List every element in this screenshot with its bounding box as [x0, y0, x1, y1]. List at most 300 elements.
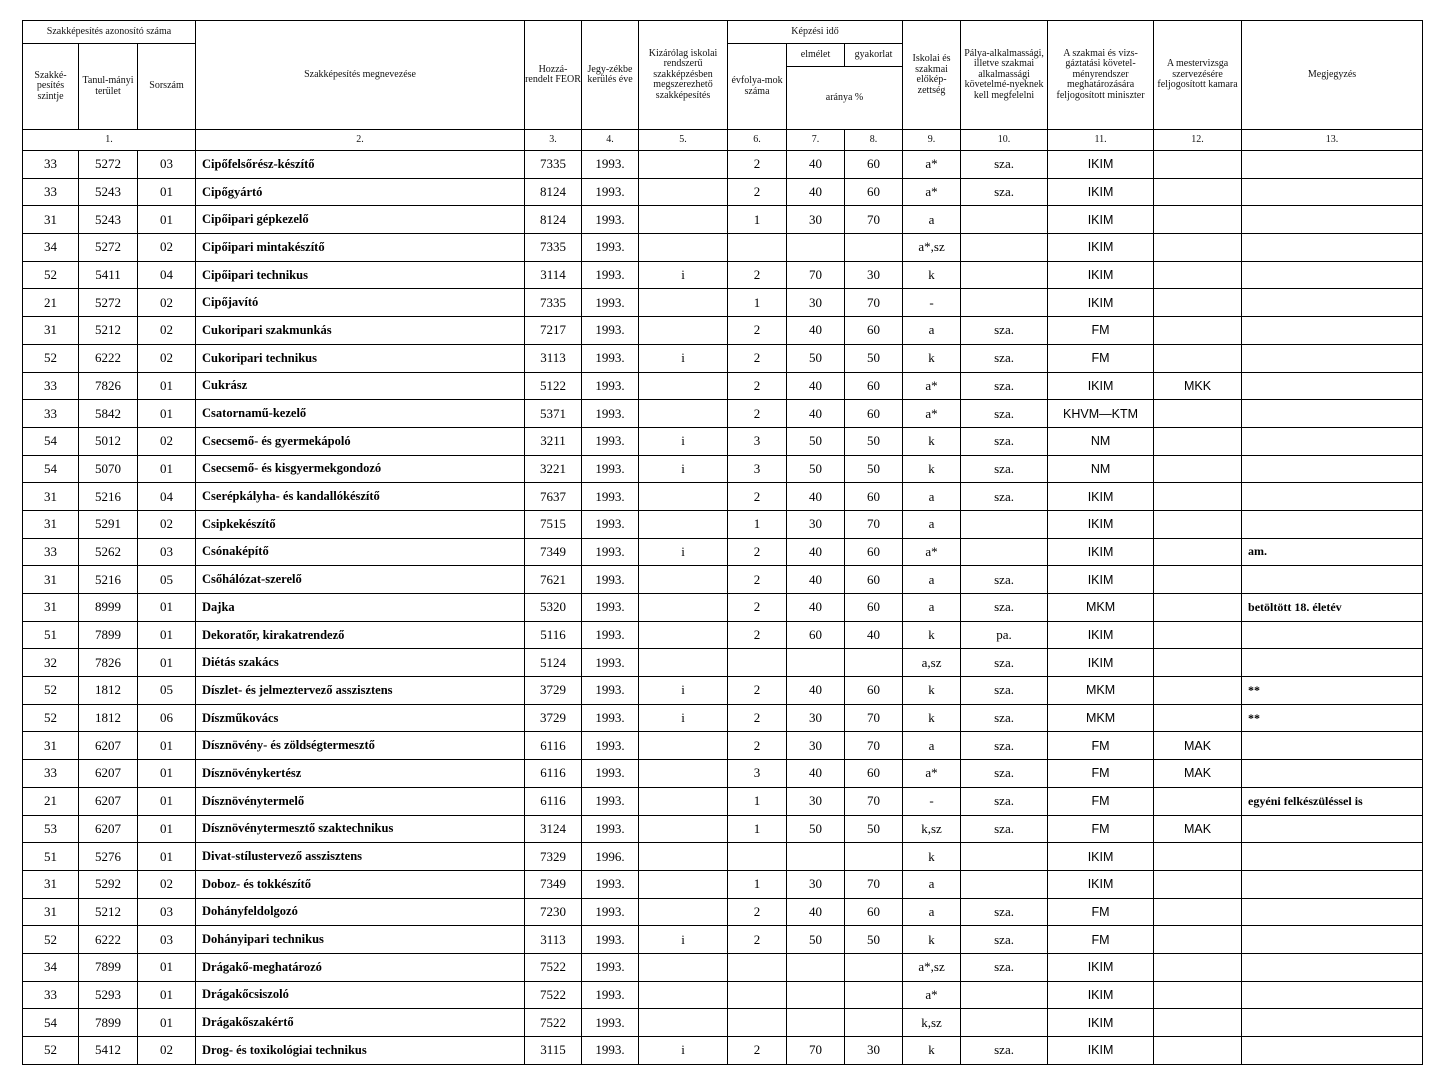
name-cell: Dísznövénytermesztő szaktechnikus: [196, 815, 525, 843]
name-cell: Dohányfeldolgozó: [196, 898, 525, 926]
year-cell: 1993.: [582, 344, 639, 372]
header-ratio: aránya %: [787, 67, 903, 130]
years-count-cell: 1: [728, 815, 787, 843]
year-cell: 1993.: [582, 261, 639, 289]
school-only-cell: [639, 787, 728, 815]
col-number: 12.: [1154, 130, 1242, 151]
area-cell: 8999: [79, 594, 138, 622]
ministry-cell: IKIM: [1048, 261, 1154, 289]
level-cell: 33: [23, 538, 79, 566]
serial-cell: 05: [138, 566, 196, 594]
theory-cell: 50: [787, 344, 845, 372]
years-count-cell: 2: [728, 261, 787, 289]
feor-cell: 3113: [525, 344, 582, 372]
ministry-cell: FM: [1048, 760, 1154, 788]
prereq-cell: a*: [903, 538, 961, 566]
name-cell: Doboz- és tokkészítő: [196, 870, 525, 898]
practice-cell: 60: [845, 677, 903, 705]
chamber-cell: [1154, 510, 1242, 538]
level-cell: 54: [23, 455, 79, 483]
serial-cell: 01: [138, 981, 196, 1009]
feor-cell: 7349: [525, 870, 582, 898]
school-only-cell: [639, 234, 728, 262]
ministry-cell: NM: [1048, 427, 1154, 455]
serial-cell: 01: [138, 953, 196, 981]
prereq-cell: k: [903, 1037, 961, 1065]
practice-cell: 70: [845, 289, 903, 317]
practice-cell: 50: [845, 926, 903, 954]
note-cell: **: [1242, 704, 1423, 732]
serial-cell: 03: [138, 151, 196, 179]
table-row: [23, 621, 1423, 649]
prereq-cell: a,sz: [903, 649, 961, 677]
aptitude-cell: sza.: [961, 677, 1048, 705]
ministry-cell: FM: [1048, 344, 1154, 372]
chamber-cell: [1154, 178, 1242, 206]
feor-cell: 5116: [525, 621, 582, 649]
school-only-cell: [639, 510, 728, 538]
level-cell: 31: [23, 870, 79, 898]
note-cell: [1242, 898, 1423, 926]
theory-cell: 50: [787, 427, 845, 455]
prereq-cell: a*: [903, 151, 961, 179]
feor-cell: 7349: [525, 538, 582, 566]
serial-cell: 03: [138, 926, 196, 954]
table-row: [23, 344, 1423, 372]
chamber-cell: [1154, 704, 1242, 732]
note-cell: [1242, 981, 1423, 1009]
header-prereq: Iskolai és szakmai előkép-zettség: [903, 21, 961, 130]
note-cell: [1242, 400, 1423, 428]
feor-cell: 7230: [525, 898, 582, 926]
name-cell: Drágakőszakértő: [196, 1009, 525, 1037]
years-count-cell: 2: [728, 400, 787, 428]
year-cell: 1993.: [582, 649, 639, 677]
theory-cell: 40: [787, 400, 845, 428]
chamber-cell: [1154, 317, 1242, 345]
practice-cell: 50: [845, 427, 903, 455]
practice-cell: 50: [845, 344, 903, 372]
chamber-cell: [1154, 649, 1242, 677]
table-row: [23, 1037, 1423, 1065]
note-cell: [1242, 1037, 1423, 1065]
chamber-cell: [1154, 843, 1242, 871]
theory-cell: 40: [787, 372, 845, 400]
year-cell: 1993.: [582, 677, 639, 705]
school-only-cell: i: [639, 926, 728, 954]
theory-cell: 30: [787, 732, 845, 760]
note-cell: **: [1242, 677, 1423, 705]
year-cell: 1993.: [582, 317, 639, 345]
level-cell: 33: [23, 400, 79, 428]
feor-cell: 7329: [525, 843, 582, 871]
chamber-cell: [1154, 206, 1242, 234]
practice-cell: [845, 234, 903, 262]
name-cell: Dohányipari technikus: [196, 926, 525, 954]
table-row: [23, 151, 1423, 179]
ministry-cell: IKIM: [1048, 289, 1154, 317]
aptitude-cell: sza.: [961, 344, 1048, 372]
serial-cell: 02: [138, 234, 196, 262]
serial-cell: 01: [138, 815, 196, 843]
theory-cell: 40: [787, 483, 845, 511]
school-only-cell: i: [639, 538, 728, 566]
aptitude-cell: pa.: [961, 621, 1048, 649]
ministry-cell: IKIM: [1048, 649, 1154, 677]
years-count-cell: 2: [728, 898, 787, 926]
table-body: [23, 151, 1423, 1065]
header-school-only: Kizárólag iskolai rendszerű szakképzésben megszerezhető szakképesítés: [639, 21, 728, 130]
years-count-cell: 1: [728, 510, 787, 538]
chamber-cell: [1154, 566, 1242, 594]
theory-cell: 70: [787, 1037, 845, 1065]
chamber-cell: MAK: [1154, 760, 1242, 788]
area-cell: 5292: [79, 870, 138, 898]
feor-cell: 3729: [525, 677, 582, 705]
practice-cell: 50: [845, 815, 903, 843]
theory-cell: 60: [787, 621, 845, 649]
feor-cell: 7621: [525, 566, 582, 594]
serial-cell: 01: [138, 732, 196, 760]
years-count-cell: 1: [728, 289, 787, 317]
serial-cell: 01: [138, 400, 196, 428]
name-cell: Csecsemő- és gyermekápoló: [196, 427, 525, 455]
area-cell: 6222: [79, 344, 138, 372]
theory-cell: 50: [787, 455, 845, 483]
aptitude-cell: sza.: [961, 1037, 1048, 1065]
header-practice: gyakorlat: [845, 44, 903, 67]
feor-cell: 7335: [525, 151, 582, 179]
note-cell: [1242, 1009, 1423, 1037]
theory-cell: 40: [787, 317, 845, 345]
aptitude-cell: [961, 981, 1048, 1009]
prereq-cell: -: [903, 787, 961, 815]
prereq-cell: a*: [903, 178, 961, 206]
years-count-cell: [728, 953, 787, 981]
header-aptitude: Pálya-alkalmassági, illetve szakmai alkalmassági követelmé-nyeknek kell megfelelni: [961, 21, 1048, 130]
feor-cell: 7522: [525, 981, 582, 1009]
note-cell: [1242, 234, 1423, 262]
serial-cell: 01: [138, 621, 196, 649]
note-cell: betöltött 18. életév: [1242, 594, 1423, 622]
level-cell: 52: [23, 926, 79, 954]
note-cell: [1242, 427, 1423, 455]
practice-cell: 60: [845, 151, 903, 179]
area-cell: 5276: [79, 843, 138, 871]
note-cell: egyéni felkészüléssel is: [1242, 787, 1423, 815]
aptitude-cell: [961, 510, 1048, 538]
feor-cell: 6116: [525, 732, 582, 760]
name-cell: Díszműkovács: [196, 704, 525, 732]
prereq-cell: a: [903, 483, 961, 511]
school-only-cell: i: [639, 704, 728, 732]
prereq-cell: a: [903, 317, 961, 345]
chamber-cell: [1154, 953, 1242, 981]
school-only-cell: [639, 151, 728, 179]
theory-cell: 40: [787, 760, 845, 788]
year-cell: 1993.: [582, 455, 639, 483]
table-row: [23, 926, 1423, 954]
theory-cell: 30: [787, 787, 845, 815]
header-training-time: Képzési idő: [728, 21, 903, 44]
chamber-cell: [1154, 981, 1242, 1009]
aptitude-cell: [961, 843, 1048, 871]
prereq-cell: k: [903, 926, 961, 954]
prereq-cell: a: [903, 732, 961, 760]
level-cell: 31: [23, 206, 79, 234]
chamber-cell: [1154, 926, 1242, 954]
practice-cell: 60: [845, 760, 903, 788]
note-cell: [1242, 760, 1423, 788]
years-count-cell: 2: [728, 926, 787, 954]
years-count-cell: 2: [728, 538, 787, 566]
year-cell: 1993.: [582, 372, 639, 400]
theory-cell: [787, 649, 845, 677]
aptitude-cell: [961, 234, 1048, 262]
level-cell: 52: [23, 1037, 79, 1065]
theory-cell: [787, 953, 845, 981]
serial-cell: 02: [138, 427, 196, 455]
school-only-cell: [639, 953, 728, 981]
serial-cell: 01: [138, 1009, 196, 1037]
school-only-cell: [639, 317, 728, 345]
ministry-cell: IKIM: [1048, 483, 1154, 511]
feor-cell: 7217: [525, 317, 582, 345]
feor-cell: 8124: [525, 206, 582, 234]
area-cell: 5272: [79, 151, 138, 179]
col-number: 1.: [23, 130, 196, 151]
area-cell: 5212: [79, 898, 138, 926]
prereq-cell: k: [903, 621, 961, 649]
name-cell: Dísznövény- és zöldségtermesztő: [196, 732, 525, 760]
serial-cell: 01: [138, 178, 196, 206]
prereq-cell: a*: [903, 400, 961, 428]
prereq-cell: a: [903, 510, 961, 538]
year-cell: 1993.: [582, 981, 639, 1009]
prereq-cell: -: [903, 289, 961, 317]
level-cell: 31: [23, 317, 79, 345]
years-count-cell: [728, 1009, 787, 1037]
chamber-cell: [1154, 787, 1242, 815]
col-number: 11.: [1048, 130, 1154, 151]
school-only-cell: [639, 898, 728, 926]
note-cell: am.: [1242, 538, 1423, 566]
serial-cell: 01: [138, 649, 196, 677]
aptitude-cell: [961, 538, 1048, 566]
area-cell: 5272: [79, 289, 138, 317]
column-number-row: [23, 130, 1423, 151]
serial-cell: 03: [138, 538, 196, 566]
prereq-cell: a: [903, 870, 961, 898]
area-cell: 7826: [79, 372, 138, 400]
year-cell: 1993.: [582, 787, 639, 815]
note-cell: [1242, 926, 1423, 954]
area-cell: 6207: [79, 787, 138, 815]
feor-cell: 5371: [525, 400, 582, 428]
aptitude-cell: sza.: [961, 898, 1048, 926]
theory-cell: 50: [787, 926, 845, 954]
ministry-cell: FM: [1048, 898, 1154, 926]
name-cell: Cipőfelsőrész-készítő: [196, 151, 525, 179]
feor-cell: 3221: [525, 455, 582, 483]
area-cell: 5070: [79, 455, 138, 483]
practice-cell: 60: [845, 594, 903, 622]
feor-cell: 5122: [525, 372, 582, 400]
school-only-cell: [639, 206, 728, 234]
practice-cell: 60: [845, 372, 903, 400]
area-cell: 7899: [79, 953, 138, 981]
practice-cell: [845, 981, 903, 1009]
aptitude-cell: sza.: [961, 649, 1048, 677]
school-only-cell: [639, 621, 728, 649]
table-row: [23, 815, 1423, 843]
prereq-cell: k: [903, 704, 961, 732]
practice-cell: 40: [845, 621, 903, 649]
table-row: [23, 649, 1423, 677]
aptitude-cell: sza.: [961, 704, 1048, 732]
theory-cell: 30: [787, 206, 845, 234]
chamber-cell: [1154, 898, 1242, 926]
level-cell: 52: [23, 261, 79, 289]
ministry-cell: IKIM: [1048, 206, 1154, 234]
col-number: 13.: [1242, 130, 1423, 151]
table-row: [23, 677, 1423, 705]
ministry-cell: IKIM: [1048, 621, 1154, 649]
years-count-cell: 1: [728, 206, 787, 234]
school-only-cell: [639, 566, 728, 594]
chamber-cell: MAK: [1154, 732, 1242, 760]
serial-cell: 02: [138, 1037, 196, 1065]
serial-cell: 06: [138, 704, 196, 732]
name-cell: Cserépkályha- és kandallókészítő: [196, 483, 525, 511]
level-cell: 54: [23, 1009, 79, 1037]
area-cell: 5243: [79, 178, 138, 206]
chamber-cell: [1154, 261, 1242, 289]
name-cell: Drágakőcsiszoló: [196, 981, 525, 1009]
table-row: [23, 427, 1423, 455]
note-cell: [1242, 317, 1423, 345]
level-cell: 52: [23, 677, 79, 705]
practice-cell: [845, 953, 903, 981]
feor-cell: 7515: [525, 510, 582, 538]
area-cell: 5411: [79, 261, 138, 289]
years-count-cell: 2: [728, 621, 787, 649]
level-cell: 51: [23, 621, 79, 649]
school-only-cell: [639, 372, 728, 400]
level-cell: 33: [23, 372, 79, 400]
area-cell: 5412: [79, 1037, 138, 1065]
school-only-cell: [639, 483, 728, 511]
chamber-cell: [1154, 151, 1242, 179]
name-cell: Cipőipari mintakészítő: [196, 234, 525, 262]
years-count-cell: 2: [728, 704, 787, 732]
theory-cell: 30: [787, 870, 845, 898]
aptitude-cell: sza.: [961, 566, 1048, 594]
level-cell: 33: [23, 981, 79, 1009]
table-row: [23, 981, 1423, 1009]
note-cell: [1242, 649, 1423, 677]
area-cell: 5243: [79, 206, 138, 234]
col-number: 3.: [525, 130, 582, 151]
practice-cell: 60: [845, 538, 903, 566]
aptitude-cell: sza.: [961, 455, 1048, 483]
note-cell: [1242, 344, 1423, 372]
note-cell: [1242, 372, 1423, 400]
table-row: [23, 372, 1423, 400]
area-cell: 5012: [79, 427, 138, 455]
ministry-cell: IKIM: [1048, 870, 1154, 898]
practice-cell: 50: [845, 455, 903, 483]
practice-cell: 60: [845, 400, 903, 428]
area-cell: 7899: [79, 1009, 138, 1037]
col-number: 2.: [196, 130, 525, 151]
serial-cell: 02: [138, 317, 196, 345]
ministry-cell: IKIM: [1048, 1037, 1154, 1065]
name-cell: Csónaképítő: [196, 538, 525, 566]
serial-cell: 01: [138, 760, 196, 788]
theory-cell: 50: [787, 815, 845, 843]
practice-cell: 70: [845, 732, 903, 760]
year-cell: 1993.: [582, 760, 639, 788]
year-cell: 1996.: [582, 843, 639, 871]
practice-cell: 60: [845, 178, 903, 206]
years-count-cell: 3: [728, 760, 787, 788]
school-only-cell: i: [639, 261, 728, 289]
years-count-cell: 3: [728, 427, 787, 455]
name-cell: Divat-stílustervező asszisztens: [196, 843, 525, 871]
header-notes: Megjegyzés: [1242, 21, 1423, 130]
table-row: [23, 704, 1423, 732]
prereq-cell: a*: [903, 981, 961, 1009]
header-name: Szakképesítés megnevezése: [196, 21, 525, 130]
col-number: 9.: [903, 130, 961, 151]
ministry-cell: IKIM: [1048, 843, 1154, 871]
aptitude-cell: sza.: [961, 787, 1048, 815]
theory-cell: 40: [787, 178, 845, 206]
header-years-count: évfolya-mok száma: [728, 44, 787, 130]
name-cell: Diétás szakács: [196, 649, 525, 677]
chamber-cell: [1154, 1037, 1242, 1065]
level-cell: 33: [23, 178, 79, 206]
header-ministry: A szakmai és vizs-gáztatási követel-ményrendszer meghatározására feljogosított miniszter: [1048, 21, 1154, 130]
school-only-cell: [639, 400, 728, 428]
year-cell: 1993.: [582, 151, 639, 179]
year-cell: 1993.: [582, 1009, 639, 1037]
school-only-cell: [639, 760, 728, 788]
serial-cell: 02: [138, 289, 196, 317]
note-cell: [1242, 621, 1423, 649]
note-cell: [1242, 870, 1423, 898]
chamber-cell: [1154, 870, 1242, 898]
feor-cell: 7637: [525, 483, 582, 511]
school-only-cell: [639, 649, 728, 677]
note-cell: [1242, 483, 1423, 511]
col-number: 4.: [582, 130, 639, 151]
aptitude-cell: [961, 261, 1048, 289]
theory-cell: 30: [787, 704, 845, 732]
serial-cell: 01: [138, 787, 196, 815]
serial-cell: 02: [138, 344, 196, 372]
practice-cell: 70: [845, 870, 903, 898]
ministry-cell: MKM: [1048, 677, 1154, 705]
level-cell: 34: [23, 953, 79, 981]
table-row: [23, 898, 1423, 926]
feor-cell: 6116: [525, 760, 582, 788]
table-row: [23, 870, 1423, 898]
prereq-cell: a*: [903, 760, 961, 788]
area-cell: 1812: [79, 704, 138, 732]
school-only-cell: [639, 815, 728, 843]
